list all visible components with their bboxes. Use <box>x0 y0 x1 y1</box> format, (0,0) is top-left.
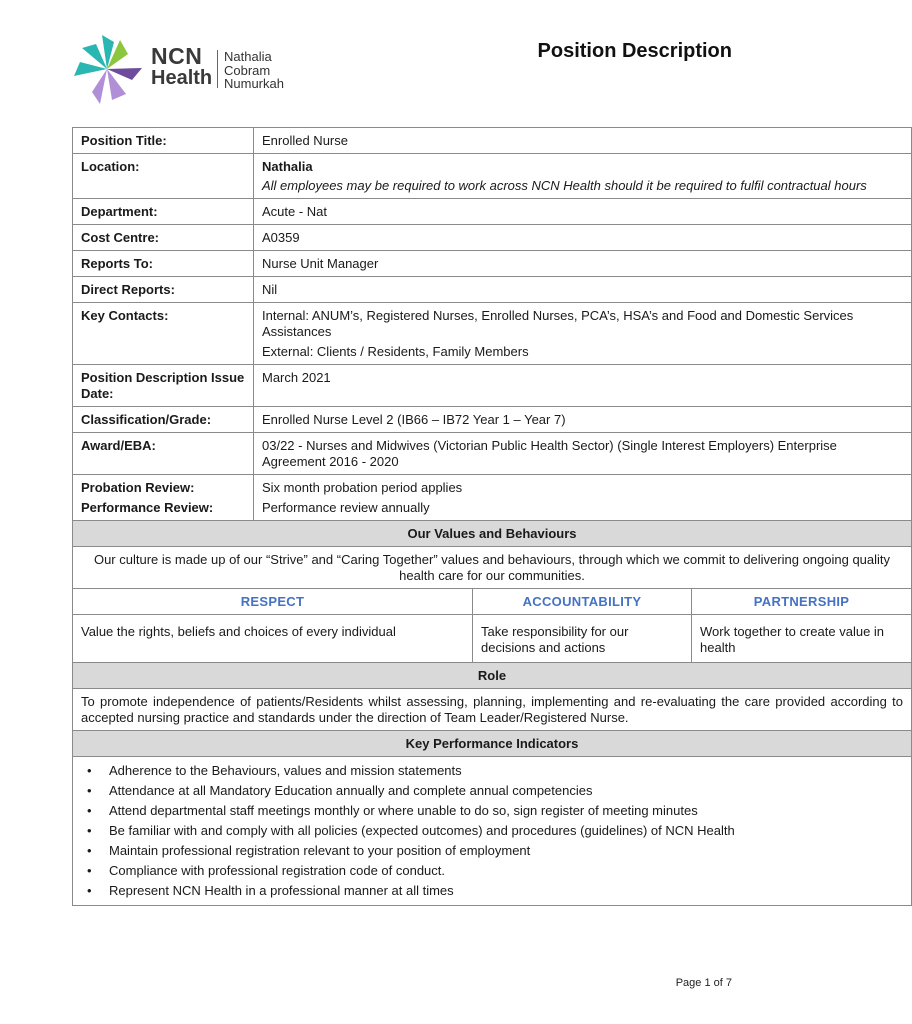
field-value <box>254 303 912 365</box>
field-value: Enrolled Nurse Level 2 (IB66 – IB72 Year 1 – Year 7) <box>254 407 912 433</box>
field-value: A0359 <box>254 225 912 251</box>
field-label <box>73 475 254 521</box>
values-heading: Our Values and Behaviours <box>73 521 912 547</box>
location-value: Nathalia <box>262 159 313 174</box>
performance-label: Performance Review: <box>81 500 214 515</box>
probation-value: Six month probation period applies <box>262 480 463 495</box>
brand-towns: Nathalia Cobram Numurkah <box>224 49 284 91</box>
field-label: Location: <box>73 154 254 199</box>
table-row <box>73 303 912 365</box>
field-value <box>254 475 912 521</box>
value-partnership-desc: Work together to create value in health <box>692 615 912 663</box>
field-label: Award/EBA: <box>73 433 254 475</box>
field-value: Acute - Nat <box>254 199 912 225</box>
location-note: All employees may be required to work across NCN Health should it be required to fulfil contractual hours <box>262 178 867 193</box>
list-item: • Represent NCN Health in a professional manner at all times <box>81 883 903 899</box>
table-row <box>73 757 912 906</box>
field-label: Position Title: <box>73 128 254 154</box>
table-row <box>73 365 912 407</box>
table-row <box>73 199 912 225</box>
field-label: Reports To: <box>73 251 254 277</box>
ncn-health-logo-icon <box>70 32 144 106</box>
list-item: • Attendance at all Mandatory Education annually and complete annual competencies <box>81 783 903 799</box>
kpi-heading: Key Performance Indicators <box>73 731 912 757</box>
performance-value: Performance review annually <box>262 500 430 515</box>
kpi-list <box>81 763 903 899</box>
field-value <box>254 154 912 199</box>
role-heading: Role <box>73 663 912 689</box>
table-row <box>73 277 912 303</box>
field-value: Nil <box>254 277 912 303</box>
value-partnership: PARTNERSHIP <box>692 589 912 615</box>
section-header-row <box>73 521 912 547</box>
brand-divider <box>217 50 218 88</box>
external-contacts: External: Clients / Residents, Family Members <box>262 344 529 359</box>
position-details-table <box>72 127 912 906</box>
table-row <box>73 547 912 589</box>
table-row <box>73 251 912 277</box>
list-item: • Maintain professional registration relevant to your position of employment <box>81 843 903 859</box>
page-number: Page 1 of 7 <box>675 977 732 989</box>
internal-contacts: Internal: ANUM’s, Registered Nurses, Enrolled Nurses, PCA’s, HSA’s and Food and Domestic Services Assistances <box>262 308 854 339</box>
field-label: Direct Reports: <box>73 277 254 303</box>
value-accountability: ACCOUNTABILITY <box>473 589 692 615</box>
table-row <box>73 433 912 475</box>
values-intro: Our culture is made up of our “Strive” and “Caring Together” values and behaviours, through which we commit to delivering ongoing quality health care for our communities. <box>73 547 912 589</box>
table-row <box>73 689 912 731</box>
page-header <box>0 0 770 120</box>
field-value: March 2021 <box>254 365 912 407</box>
field-value: Nurse Unit Manager <box>254 251 912 277</box>
field-value: 03/22 - Nurses and Midwives (Victorian Public Health Sector) (Single Interest Employers) Enterprise Agreement 2016 - 2020 <box>254 433 912 475</box>
values-names-row <box>73 589 912 615</box>
section-header-row <box>73 663 912 689</box>
table-row <box>73 407 912 433</box>
table-row <box>73 154 912 199</box>
field-value: Enrolled Nurse <box>254 128 912 154</box>
value-respect-desc: Value the rights, beliefs and choices of every individual <box>73 615 473 663</box>
field-label: Position Description Issue Date: <box>73 365 254 407</box>
document-title: Position Description <box>537 40 732 62</box>
field-label: Department: <box>73 199 254 225</box>
probation-label: Probation Review: <box>81 480 195 495</box>
role-text: To promote independence of patients/Residents whilst assessing, planning, implementing and re-evaluating the care provided according to accepted nursing practice and standards under the direction of Team Leader/Registered Nurse. <box>73 689 912 731</box>
table-row <box>73 475 912 521</box>
list-item: • Be familiar with and comply with all policies (expected outcomes) and procedures (guidelines) of NCN Health <box>81 823 903 839</box>
value-accountability-desc: Take responsibility for our decisions and actions <box>473 615 692 663</box>
section-header-row <box>73 731 912 757</box>
brand-name: NCN Health <box>151 43 213 89</box>
list-item: • Adherence to the Behaviours, values and mission statements <box>81 763 903 779</box>
list-item: • Compliance with professional registration code of conduct. <box>81 863 903 879</box>
field-label: Key Contacts: <box>73 303 254 365</box>
table-row <box>73 225 912 251</box>
kpi-cell <box>73 757 912 906</box>
list-item: • Attend departmental staff meetings monthly or where unable to do so, sign register of meeting minutes <box>81 803 903 819</box>
value-respect: RESPECT <box>73 589 473 615</box>
field-label: Cost Centre: <box>73 225 254 251</box>
field-label: Classification/Grade: <box>73 407 254 433</box>
table-row <box>73 128 912 154</box>
values-desc-row <box>73 615 912 663</box>
